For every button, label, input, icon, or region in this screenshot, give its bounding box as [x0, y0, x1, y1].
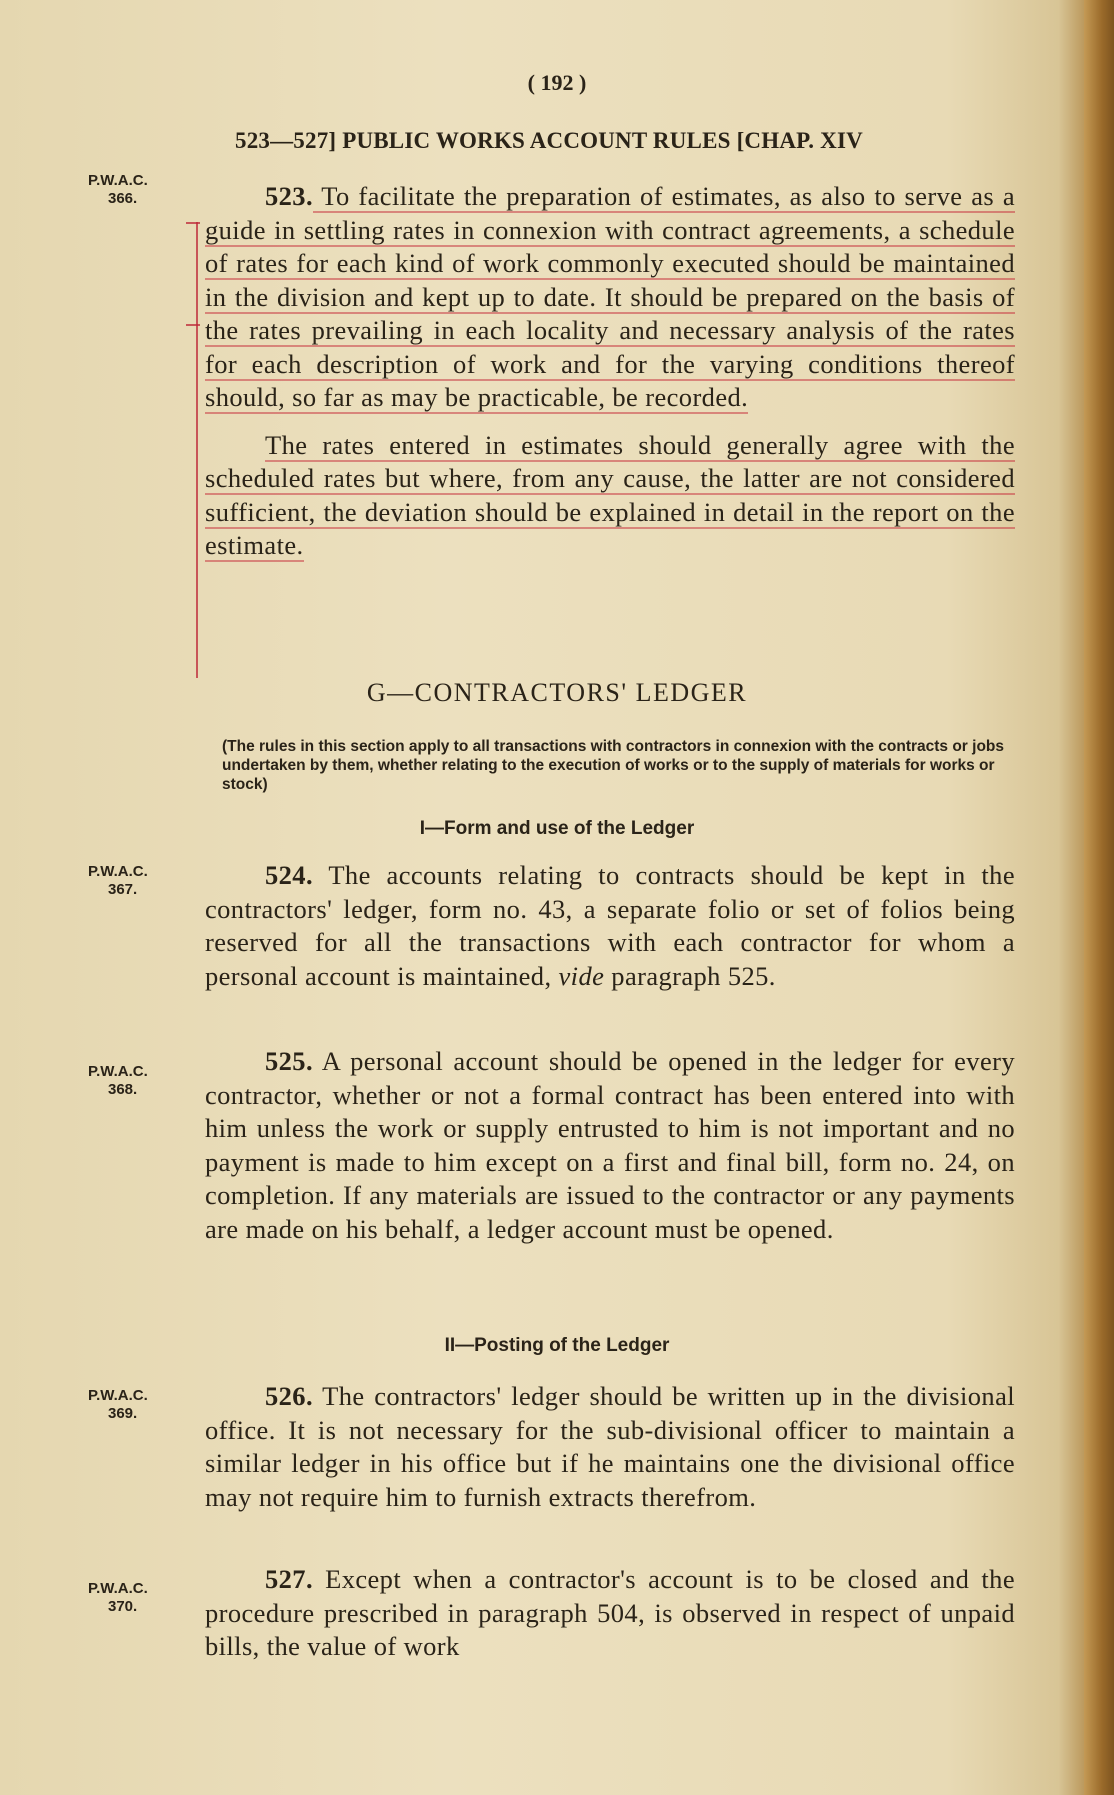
margin-ref-label: P.W.A.C. [88, 1387, 148, 1404]
paragraph-number: 527. [265, 1564, 313, 1594]
paragraph-text: The accounts relating to contracts should be kept in the contractors' ledger, form no. 43, a separate folio or set of folios being reserved for all the transactions with each contractor for whom a personal account is maintained, [205, 860, 1015, 991]
section-title: G—CONTRACTORS' LEDGER [366, 678, 748, 707]
margin-ref-number: 366. [108, 190, 138, 207]
margin-ref-366 [88, 172, 198, 208]
page-edge [1084, 0, 1114, 1795]
paragraph-524 [205, 859, 1015, 993]
margin-ref-label: P.W.A.C. [88, 172, 148, 189]
paragraph-number: 523. [265, 181, 313, 211]
paragraph-526 [205, 1380, 1015, 1514]
paragraph-number: 525. [265, 1046, 313, 1076]
red-tick-mark [186, 324, 200, 326]
page-number: ( 192 ) [527, 70, 587, 95]
paragraph-number: 526. [265, 1381, 313, 1411]
margin-ref-label: P.W.A.C. [88, 1063, 148, 1080]
paragraph-number: 524. [265, 860, 313, 890]
margin-ref-number: 370. [108, 1598, 138, 1615]
paragraph-text: To facilitate the preparation of estimates, as also to serve as a guide in settling rates in connexion with contract agreements, a schedule of rates for each kind of work commonly executed should be maintained in the division and kept up to date. It should be prepared on the basis of the rates prevailing in each locality and necessary analysis of the rates for each description of work and for the varying conditions thereof should, so far as may be practicable, be recorded. [205, 181, 1015, 412]
paragraph-527 [205, 1563, 1015, 1664]
subheading-form-use: I—Form and use of the Ledger [419, 818, 695, 839]
margin-ref-370 [88, 1580, 198, 1616]
paragraph-text: A personal account should be opened in the ledger for every contractor, whether or not a formal contract has been entered into with him unless the work or supply entrusted to him is not important and no payment is made to him except on a first and final bill, form no. 24, on completion. If any materials are issued to the contractor or any payments are made on his behalf, a ledger account must be opened. [205, 1046, 1015, 1244]
red-tick-mark [186, 222, 200, 224]
margin-ref-label: P.W.A.C. [88, 1580, 148, 1597]
paragraph-text: The contractors' ledger should be written up in the divisional office. It is not necessary for the sub-divisional officer to maintain a similar ledger in his office but if he maintains one the divisional office may not require him to furnish extracts therefrom. [205, 1381, 1015, 1512]
running-head: 523—527] PUBLIC WORKS ACCOUNT RULES [CHAP. XIV [235, 128, 863, 153]
margin-ref-label: P.W.A.C. [88, 863, 148, 880]
paragraph-text: Except when a contractor's account is to be closed and the procedure prescribed in paragraph 504, is observed in respect of unpaid bills, the value of work [205, 1564, 1015, 1661]
section-note: (The rules in this section apply to all transactions with contractors in connexion with the contracts or jobs undertaken by them, whether relating to the execution of works or to the supply of materials for works or stock) [222, 738, 1005, 793]
margin-ref-368 [88, 1063, 198, 1099]
margin-ref-369 [88, 1387, 198, 1423]
red-margin-line [196, 222, 198, 678]
subheading-posting: II—Posting of the Ledger [444, 1335, 670, 1356]
paragraph-text: The rates entered in estimates should generally agree with the scheduled rates but where, from any cause, the latter are not considered sufficient, the deviation should be explained in detail in the report on the estimate. [205, 429, 1015, 560]
paragraph-525 [205, 1045, 1015, 1246]
margin-ref-number: 369. [108, 1405, 138, 1422]
margin-ref-number: 368. [108, 1081, 138, 1098]
paragraph-523 [205, 180, 1015, 563]
vide-word: vide [558, 960, 605, 991]
margin-ref-number: 367. [108, 881, 138, 898]
margin-ref-367 [88, 863, 198, 899]
paragraph-tail: paragraph 525. [604, 960, 776, 991]
